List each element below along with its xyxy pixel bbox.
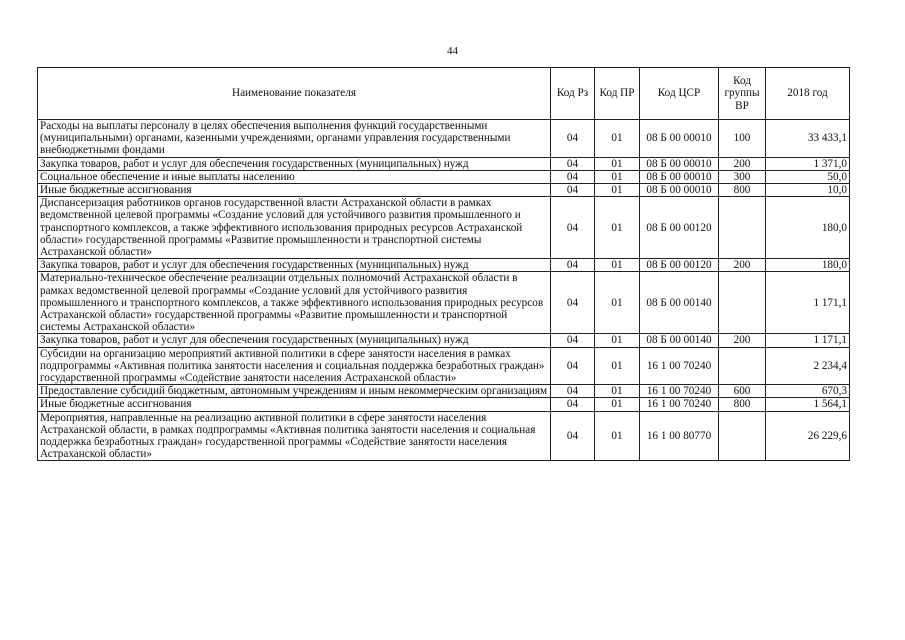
cell-rz: 04 [551, 157, 595, 170]
cell-pr: 01 [595, 411, 640, 461]
cell-pr: 01 [595, 157, 640, 170]
cell-amount: 180,0 [766, 197, 850, 259]
cell-csr: 08 Б 00 00140 [640, 272, 719, 334]
cell-pr: 01 [595, 184, 640, 197]
header-rz: Код Рз [551, 68, 595, 120]
cell-name: Закупка товаров, работ и услуг для обеспечения государственных (муниципальных) нужд [38, 259, 551, 272]
cell-rz: 04 [551, 120, 595, 158]
table-row [38, 385, 850, 398]
cell-csr: 08 Б 00 00010 [640, 170, 719, 183]
cell-csr: 16 1 00 80770 [640, 411, 719, 461]
cell-vr: 800 [719, 184, 766, 197]
table-row [38, 120, 850, 158]
cell-name: Иные бюджетные ассигнования [38, 398, 551, 411]
cell-csr: 16 1 00 70240 [640, 347, 719, 385]
cell-pr: 01 [595, 259, 640, 272]
cell-csr: 16 1 00 70240 [640, 398, 719, 411]
cell-rz: 04 [551, 197, 595, 259]
table-row [38, 197, 850, 259]
table-row [38, 259, 850, 272]
table-row [38, 170, 850, 183]
cell-rz: 04 [551, 170, 595, 183]
cell-vr: 300 [719, 170, 766, 183]
cell-name: Мероприятия, направленные на реализацию активной политики в сфере занятости населения Астраханской области, в рамках подпрограммы «Активная политика занятости населения и социальная поддержка безработных граждан» государственной программы «Содействие занятости населения Астраханской области» [38, 411, 551, 461]
cell-rz: 04 [551, 184, 595, 197]
cell-name: Субсидии на организацию мероприятий активной политики в сфере занятости населения в рамках подпрограммы «Активная политика занятости населения и социальная поддержка безработных граждан» государственной программы «Содействие занятости населения Астраханской области» [38, 347, 551, 385]
cell-csr: 08 Б 00 00120 [640, 197, 719, 259]
table-row [38, 157, 850, 170]
cell-name: Закупка товаров, работ и услуг для обеспечения государственных (муниципальных) нужд [38, 334, 551, 347]
header-pr: Код ПР [595, 68, 640, 120]
cell-csr: 08 Б 00 00120 [640, 259, 719, 272]
cell-amount: 1 564,1 [766, 398, 850, 411]
cell-vr [719, 272, 766, 334]
table-row [38, 184, 850, 197]
cell-pr: 01 [595, 197, 640, 259]
cell-name: Расходы на выплаты персоналу в целях обеспечения выполнения функций государственными (муниципальными) органами, казенными учреждениями, органами управления государственными внебюджетными фондами [38, 120, 551, 158]
table-row [38, 411, 850, 461]
cell-rz: 04 [551, 259, 595, 272]
cell-csr: 08 Б 00 00010 [640, 157, 719, 170]
cell-vr: 600 [719, 385, 766, 398]
page-number: 44 [447, 45, 458, 57]
cell-csr: 08 Б 00 00140 [640, 334, 719, 347]
table-row [38, 334, 850, 347]
cell-rz: 04 [551, 347, 595, 385]
cell-vr: 200 [719, 259, 766, 272]
cell-csr: 16 1 00 70240 [640, 385, 719, 398]
cell-pr: 01 [595, 334, 640, 347]
table-row [38, 272, 850, 334]
cell-csr: 08 Б 00 00010 [640, 184, 719, 197]
cell-vr: 200 [719, 334, 766, 347]
cell-name: Иные бюджетные ассигнования [38, 184, 551, 197]
header-name: Наименование показателя [38, 68, 551, 120]
cell-csr: 08 Б 00 00010 [640, 120, 719, 158]
cell-amount: 26 229,6 [766, 411, 850, 461]
cell-amount: 1 171,1 [766, 334, 850, 347]
cell-vr [719, 347, 766, 385]
cell-pr: 01 [595, 170, 640, 183]
cell-pr: 01 [595, 272, 640, 334]
cell-name: Закупка товаров, работ и услуг для обеспечения государственных (муниципальных) нужд [38, 157, 551, 170]
cell-vr [719, 197, 766, 259]
cell-amount: 670,3 [766, 385, 850, 398]
cell-name: Материально-техническое обеспечение реализации отдельных полномочий Астраханской области в рамках ведомственной целевой программы «Создание условий для устойчивого развития промышленного и транспортного комплексов, а также эффективного использования природных ресурсов Астраханской области» государственной программы «Развитие промышленности и транспортной системы Астраханской области» [38, 272, 551, 334]
cell-amount: 2 234,4 [766, 347, 850, 385]
header-year: 2018 год [766, 68, 850, 120]
cell-amount: 10,0 [766, 184, 850, 197]
header-vr: Код группы ВР [719, 68, 766, 120]
cell-vr [719, 411, 766, 461]
header-csr: Код ЦСР [640, 68, 719, 120]
cell-vr: 800 [719, 398, 766, 411]
cell-amount: 180,0 [766, 259, 850, 272]
cell-pr: 01 [595, 347, 640, 385]
cell-amount: 33 433,1 [766, 120, 850, 158]
cell-amount: 1 171,1 [766, 272, 850, 334]
budget-table [37, 67, 850, 461]
table-row [38, 398, 850, 411]
cell-name: Предоставление субсидий бюджетным, автономным учреждениям и иным некоммерческим организациям [38, 385, 551, 398]
cell-name: Диспансеризация работников органов государственной власти Астраханской области в рамках ведомственной целевой программы «Создание условий для устойчивого развития промышленного и транспортного комплексов, а также эффективного использования природных ресурсов Астраханской области» государственной программы «Развитие промышленности и транспортной системы Астраханской области» [38, 197, 551, 259]
cell-vr: 200 [719, 157, 766, 170]
cell-rz: 04 [551, 334, 595, 347]
cell-pr: 01 [595, 120, 640, 158]
cell-pr: 01 [595, 398, 640, 411]
cell-rz: 04 [551, 385, 595, 398]
cell-rz: 04 [551, 272, 595, 334]
table-row [38, 347, 850, 385]
cell-rz: 04 [551, 398, 595, 411]
cell-vr: 100 [719, 120, 766, 158]
cell-pr: 01 [595, 385, 640, 398]
cell-name: Социальное обеспечение и иные выплаты населению [38, 170, 551, 183]
cell-rz: 04 [551, 411, 595, 461]
table-header-row [38, 68, 850, 120]
cell-amount: 1 371,0 [766, 157, 850, 170]
cell-amount: 50,0 [766, 170, 850, 183]
